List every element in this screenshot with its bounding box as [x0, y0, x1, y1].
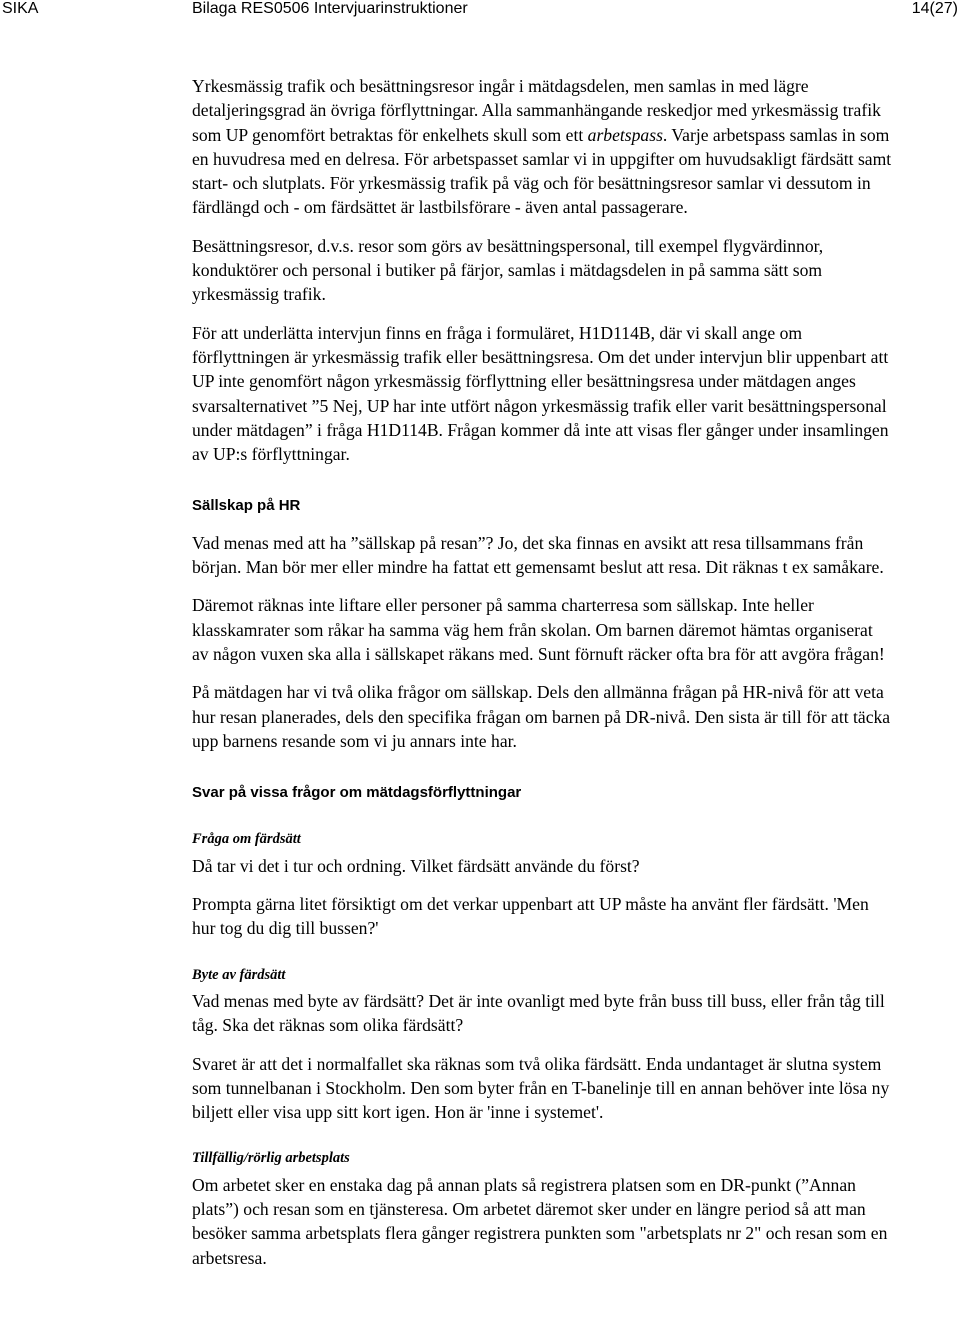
subheading-byte-av-fardsatt: Byte av färdsätt: [192, 966, 286, 983]
emphasis-arbetspass: arbetspass: [587, 124, 663, 145]
section-heading-sallskap: Sällskap på HR: [192, 497, 301, 515]
paragraph-byte-fraga: Vad menas med byte av färdsätt? Det är inte ovanligt med byte från buss till buss, eller från tåg till tåg. Ska det räknas som olika färdsätt?: [192, 990, 885, 1036]
paragraph-tillfallig-arbetsplats: Om arbetet sker en enstaka dag på annan plats så registrera platsen som en DR-punkt (”Annan plats”) och resan som en tjänsteresa. Om arbetet däremot sker under en längre period så att man besöker samma arbetsplats flera gånger registrera punkten som "arbetsplats nr 2" och resan som en arbetsresa.: [192, 1174, 888, 1268]
organization-name: SIKA: [2, 0, 39, 17]
page-header: [0, 0, 960, 20]
paragraph-sallskap-definition: Vad menas med att ha ”sällskap på resan”? Jo, det ska finnas en avsikt att resa tillsammans från början. Man bör mer eller mindre ha fattat ett gemensamt beslut att resa. Dit räknas t ex samåkare.: [192, 532, 884, 578]
paragraph-besattningsresor: Besättningsresor, d.v.s. resor som görs av besättningspersonal, till exempel flygvärdinnor, konduktörer och personal i butiker på färjor, samlas i mätdagsdelen in på samma sätt som yrkesmässig trafik.: [192, 235, 824, 305]
subheading-fraga-om-fardsatt: Fråga om färdsätt: [192, 831, 301, 848]
paragraph-fardsatt-ordning: Då tar vi det i tur och ordning. Vilket färdsätt använde du först?: [192, 855, 640, 876]
page-number: 14(27): [911, 0, 958, 17]
section-heading-matdagsforflyttningar: Svar på vissa frågor om mätdagsförflyttningar: [192, 784, 522, 802]
paragraph-yrkesmassig-trafik: Yrkesmässig trafik och besättningsresor ingår i mätdagsdelen, men samlas in med lägre detaljeringsgrad än övriga förflyttningar. Alla sammanhängande reskedjor med yrkesmässig trafik som UP genomfört betraktas för enkelhets skull som ett arbetspass. Varje arbetspass samlas in som en huvudresa med en delresa. För arbetspasset samlar vi in uppgifter om huvudsakligt färdsätt samt start- och slutplats. För yrkesmässig trafik på väg och för besättningsresor samlar vi dessutom in färdlängd och - om färdsättet är lastbilsförare - även antal passagerare.: [192, 76, 892, 218]
paragraph-sallskap-fragor: På mätdagen har vi två olika frågor om sällskap. Dels den allmänna frågan på HR-nivå för att veta hur resan planerades, dels den specifika frågan om barnen på DR-nivå. Den sista är till för att täcka upp barnens resande som vi ju annars inte har.: [192, 682, 891, 751]
paragraph-fardsatt-prompta: Prompta gärna litet försiktigt om det verkar uppenbart att UP måste ha använt fler färdsätt. 'Men hur tog du dig till bussen?': [192, 894, 869, 939]
paragraph-h1d114b: För att underlätta intervjun finns en fråga i formuläret, H1D114B, där vi skall ange om förflyttningen är yrkesmässig trafik eller besättningsresa. Om det under intervjun blir uppenbart att UP inte genomfört någon yrkesmässig förflyttning eller besättningsresa under mätdagen anges svarsalternativet ”5 Nej, UP har inte utfört någon yrkesmässig trafik eller varit besättningspersonal under mätdagen” i fråga H1D114B. Frågan kommer då inte att visas fler gånger under insamlingen av UP:s förflyttningar.: [192, 322, 889, 465]
document-title: Bilaga RES0506 Intervjuarinstruktioner: [192, 0, 468, 17]
document-body: [192, 74, 892, 1284]
paragraph-sallskap-undantag: Däremot räknas inte liftare eller personer på samma charterresa som sällskap. Inte heller klasskamrater som råkar ha samma väg hem från skolan. Om barnen däremot hämtas organiserat av någon vuxen ska alla i sällskapet räkans med. Sunt förnuft räcker ofta bra för att avgöra frågan!: [192, 595, 885, 664]
subheading-tillfallig-arbetsplats: Tillfällig/rörlig arbetsplats: [192, 1150, 350, 1167]
paragraph-byte-svar: Svaret är att det i normalfallet ska räknas som två olika färdsätt. Enda undantaget är slutna system som tunnelbanan i Stockholm. Den som byter från en T-banelinje till en annan behöver inte lösa ny biljett eller visa upp sitt kort igen. Hon är 'inne i systemet'.: [192, 1053, 890, 1123]
